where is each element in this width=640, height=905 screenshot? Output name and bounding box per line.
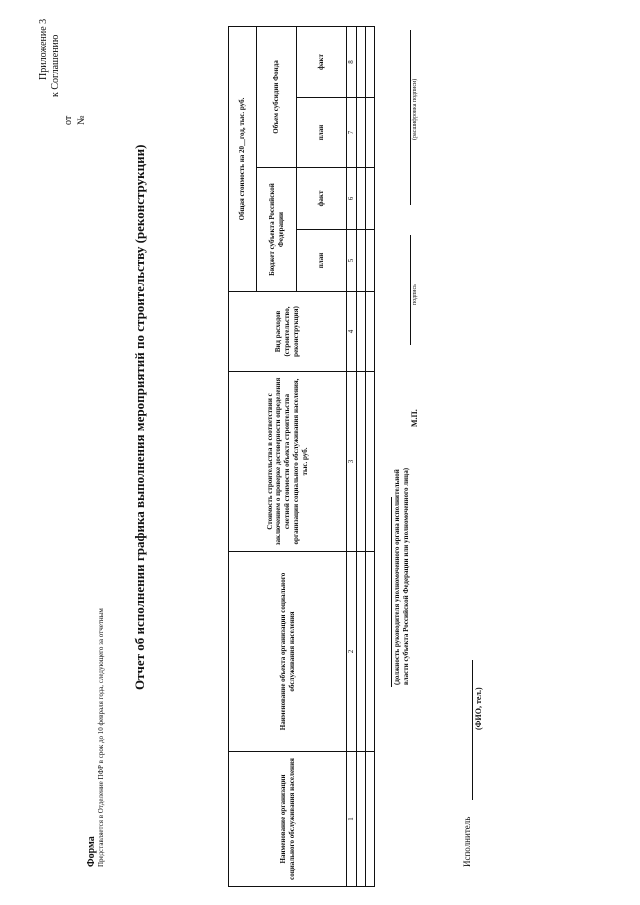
header-object: Наименование объекта организации социального обслуживания населения [229,552,347,752]
col-number: 1 [347,752,357,887]
col-number: 2 [347,552,357,752]
header-budget: Бюджет субъекта Российской Федерации [257,168,297,292]
header-org: Наименование организации социального обслуживания населения [229,752,347,887]
col-number: 5 [347,230,357,292]
decode-caption: (расшифровка подписи) [412,78,418,140]
appendix-number: № [76,115,87,125]
executor-label: Исполнитель [462,816,472,867]
signature-caption: подпись [412,284,418,305]
form-note: Представляется в Отделение ПФР в срок до 10 февраля года, следующего за отчетным [97,608,105,867]
header-fund-fact: факт [297,26,347,97]
report-table [228,26,375,887]
stamp-place: М.П. [410,409,419,427]
col-number: 7 [347,98,357,168]
table-row [365,26,374,886]
position-caption-line1: (должность руководителя уполномоченного органа исполнительной [393,469,401,685]
executor-caption: (ФИО, тел.) [474,687,483,730]
header-cost: Стоимость строительства в соответствии с заключением о проверке достоверности определения сметной стоимости объекта строительства организации социального обслуживания населения, тыс. руб. [229,372,347,552]
report-title: Отчет об исполнении графика выполнения мероприятий по строительству (реконструкции) [132,144,147,690]
col-number: 4 [347,292,357,372]
executor-line [472,660,473,800]
header-fund: Объем субсидии Фонда [257,26,297,167]
col-number: 8 [347,26,357,97]
header-budget-fact: факт [297,168,347,230]
appendix-subtitle: к Соглашению [50,34,61,97]
header-type: Вид расходов (строительство, реконструкция) [229,292,347,372]
header-total: Общая стоимость на 20__год, тыс. руб. [229,26,257,291]
col-number: 6 [347,168,357,230]
col-number: 3 [347,372,357,552]
appendix-title: Приложение 3 [38,18,49,80]
position-line [391,497,392,687]
header-fund-plan: план [297,98,347,168]
header-budget-plan: план [297,230,347,292]
signature-line [410,235,411,345]
form-label: Форма [86,836,97,867]
appendix-from: от [63,115,74,125]
decode-line [410,30,411,205]
table-row [356,26,365,886]
position-caption-line2: власти субъекта Российской Федерации или уполномоченного лица) [402,467,410,685]
